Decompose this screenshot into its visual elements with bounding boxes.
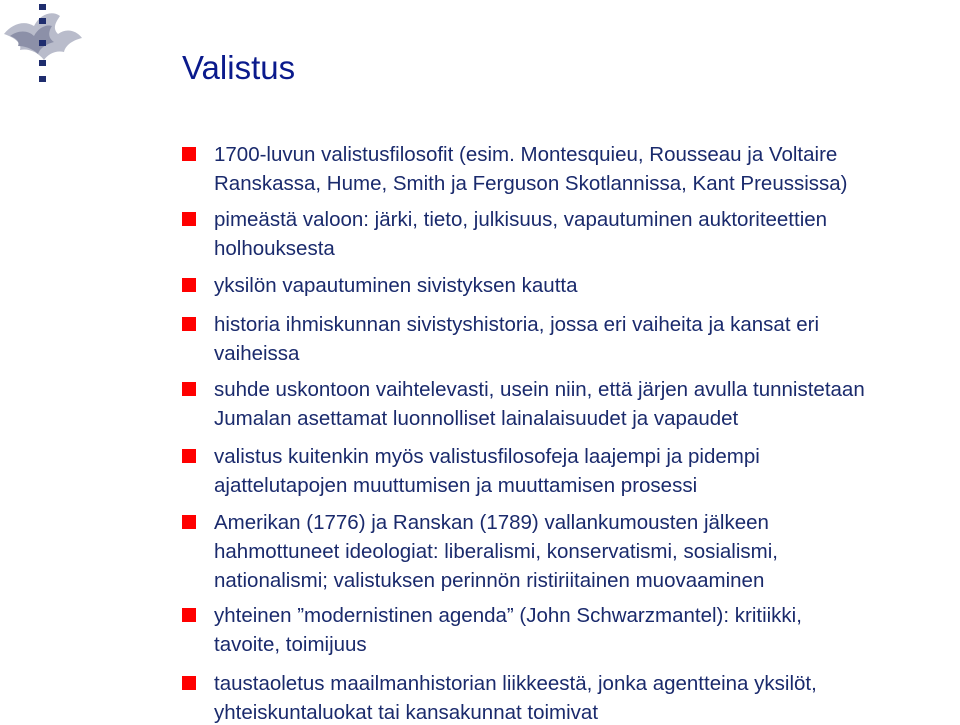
bullet-text: pimeästä valoon: järki, tieto, julkisuus, vapautuminen auktoriteettien holhouksesta <box>214 208 828 260</box>
red-square-bullet-icon <box>182 317 196 331</box>
red-square-bullet-icon <box>182 449 196 463</box>
bullet-text: historia ihmiskunnan sivistyshistoria, jossa eri vaiheita ja kansat eri vaiheissa <box>214 313 820 365</box>
bullet-text: yhteinen ”modernistinen agenda” (John Schwarzmantel): kritiikki, tavoite, toimijuus <box>214 604 802 656</box>
slide-title: Valistus <box>182 49 296 86</box>
university-flame-torch-icon <box>0 0 90 90</box>
bullet-text: yksilön vapautuminen sivistyksen kautta <box>214 274 578 297</box>
bullet-text: Amerikan (1776) ja Ranskan (1789) vallankumousten jälkeen hahmottuneet ideologiat: liberalismi, konservatismi, sosialismi, nationalismi; valistuksen perinnön ristiriitainen muovaaminen <box>214 511 778 592</box>
red-square-bullet-icon <box>182 608 196 622</box>
red-square-bullet-icon <box>182 676 196 690</box>
red-square-bullet-icon <box>182 212 196 226</box>
red-square-bullet-icon <box>182 278 196 292</box>
bullet-text: taustaoletus maailmanhistorian liikkeestä, jonka agentteina yksilöt, yhteiskuntaluokat tai kansakunnat toimivat <box>214 672 817 724</box>
bullet-text: valistus kuitenkin myös valistusfilosofeja laajempi ja pidempi ajattelutapojen muuttumisen ja muuttamisen prosessi <box>214 445 760 497</box>
bullet-text: suhde uskontoon vaihtelevasti, usein niin, että järjen avulla tunnistetaan Jumalan asettamat luonnolliset lainalaisuudet ja vapaudet <box>214 378 865 430</box>
bullet-text: 1700-luvun valistusfilosofit (esim. Montesquieu, Rousseau ja Voltaire Ranskassa, Hume, Smith ja Ferguson Skotlannissa, Kant Preussissa) <box>214 143 848 195</box>
red-square-bullet-icon <box>182 382 196 396</box>
red-square-bullet-icon <box>182 515 196 529</box>
red-square-bullet-icon <box>182 147 196 161</box>
